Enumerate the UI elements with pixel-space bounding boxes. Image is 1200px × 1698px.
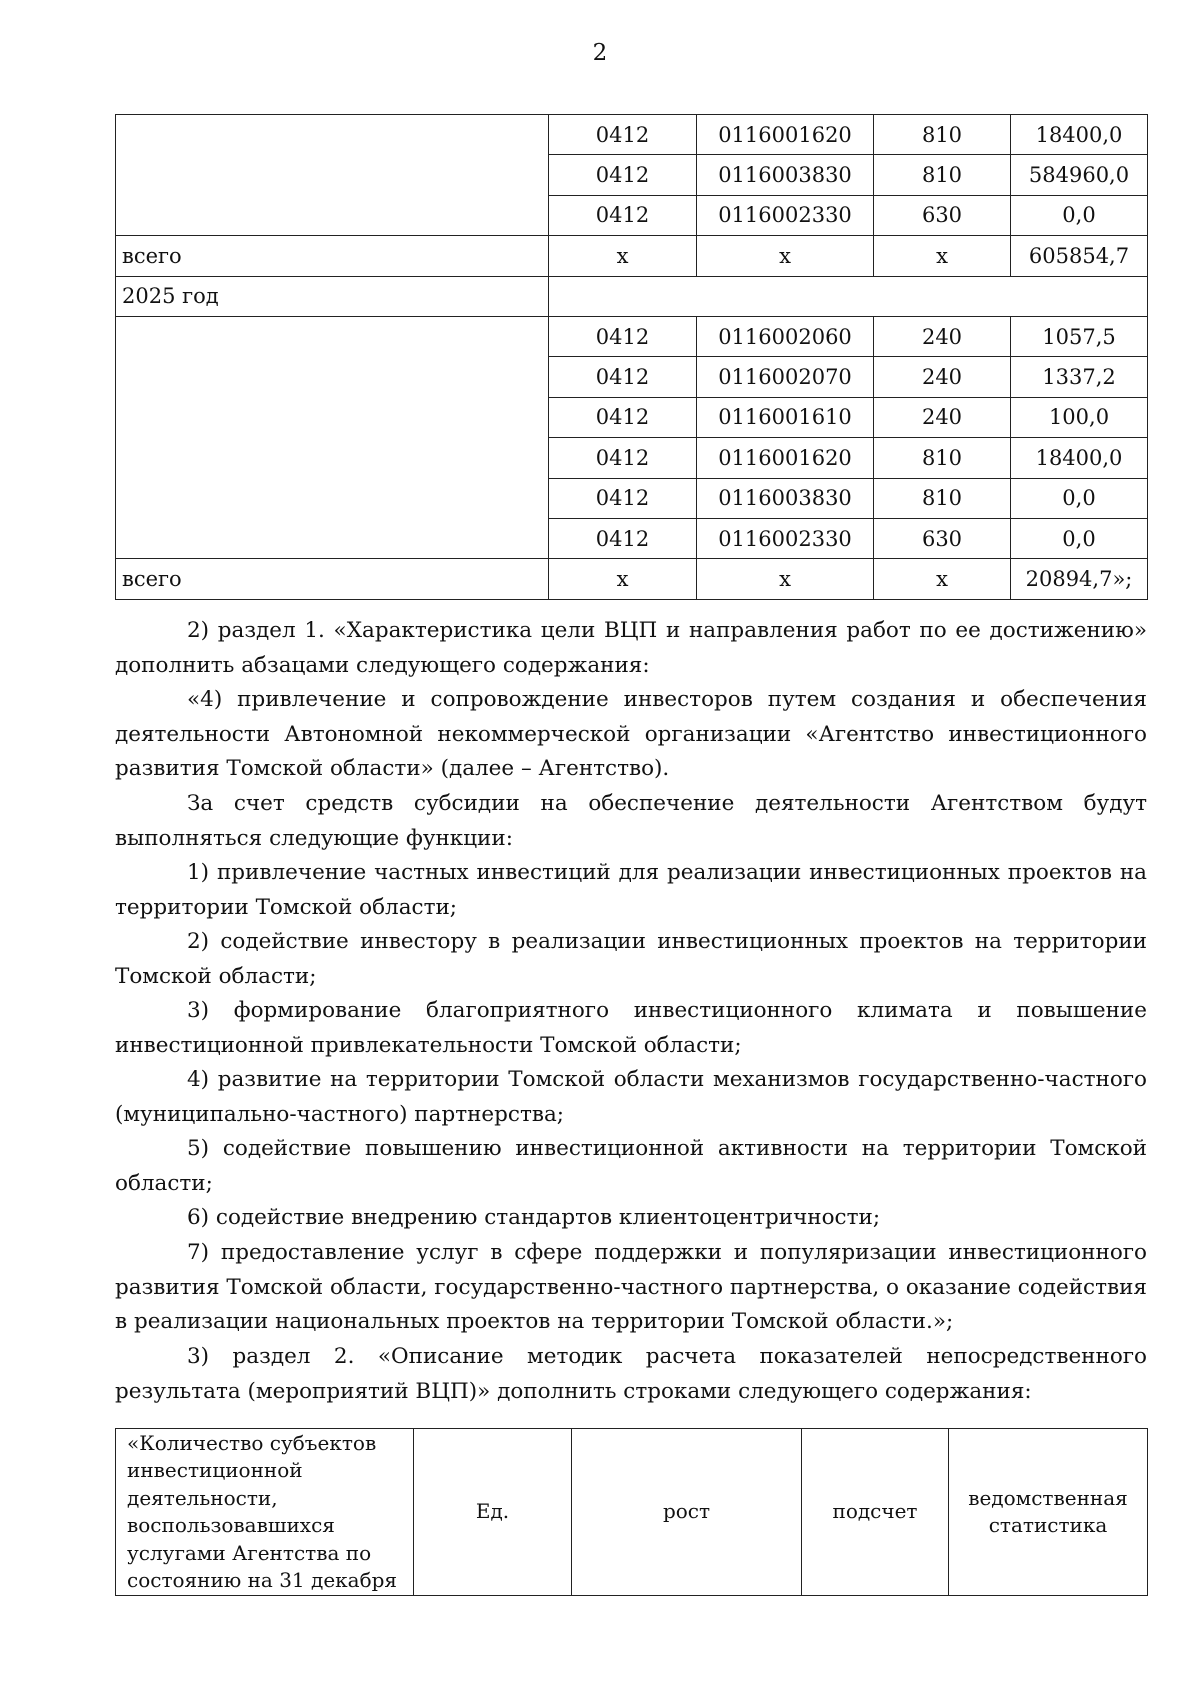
amount-cell: 1337,2 — [1011, 357, 1148, 397]
expense-type-cell: 240 — [874, 316, 1011, 356]
indicator-table — [115, 1428, 1148, 1596]
section-code-cell: 0412 — [549, 155, 697, 195]
section-code-cell: 0412 — [549, 115, 697, 155]
expense-type-cell: 240 — [874, 397, 1011, 437]
total-row — [116, 236, 1148, 276]
paragraph: 2) содействие инвестору в реализации инвестиционных проектов на территории Томской области; — [115, 929, 1147, 989]
expense-type-cell: 630 — [874, 518, 1011, 558]
table-row — [116, 115, 1148, 155]
paragraph: 6) содействие внедрению стандартов клиентоцентричности; — [187, 1205, 881, 1230]
target-code-cell: 0116002070 — [697, 357, 874, 397]
unit-cell: Ед. — [414, 1429, 572, 1596]
amount-cell: 1057,5 — [1011, 316, 1148, 356]
target-code-cell: х — [697, 236, 874, 276]
expense-type-cell: х — [874, 559, 1011, 599]
amount-cell: 100,0 — [1011, 397, 1148, 437]
section-code-cell: 0412 — [549, 195, 697, 235]
expense-type-cell: 810 — [874, 438, 1011, 478]
paragraph: 7) предоставление услуг в сфере поддержки и популяризации инвестиционного развития Томской области, государственно-частного партнерства, о оказание содействия в реализации национальных проектов на территории Томской области.»; — [115, 1240, 1147, 1334]
section-code-cell: 0412 — [549, 518, 697, 558]
amount-cell: 18400,0 — [1011, 115, 1148, 155]
section-code-cell: 0412 — [549, 316, 697, 356]
paragraph: 2) раздел 1. «Характеристика цели ВЦП и направления работ по ее достижению» дополнить абзацами следующего содержания: — [115, 618, 1147, 678]
expense-type-cell: 810 — [874, 155, 1011, 195]
source-cell: ведомственная статистика — [949, 1429, 1148, 1596]
paragraph: 1) привлечение частных инвестиций для реализации инвестиционных проектов на территории Томской области; — [115, 860, 1147, 920]
target-code-cell: 0116003830 — [697, 478, 874, 518]
amount-cell: 18400,0 — [1011, 438, 1148, 478]
amount-cell: 20894,7»; — [1011, 559, 1148, 599]
indicator-name-cell: «Количество субъектов инвестиционной деятельности, воспользовавшихся услугами Агентства по состоянию на 31 декабря — [116, 1429, 414, 1596]
year-empty-cell — [549, 276, 1148, 316]
row-label-cell — [116, 316, 549, 558]
target-code-cell: 0116001620 — [697, 438, 874, 478]
target-code-cell: 0116002330 — [697, 518, 874, 558]
amount-cell: 0,0 — [1011, 195, 1148, 235]
amount-cell: 0,0 — [1011, 518, 1148, 558]
row-label-cell — [116, 115, 549, 236]
method-cell: подсчет — [802, 1429, 949, 1596]
year-row — [116, 276, 1148, 316]
target-code-cell: х — [697, 559, 874, 599]
amount-cell: 584960,0 — [1011, 155, 1148, 195]
target-code-cell: 0116003830 — [697, 155, 874, 195]
budget-table — [115, 114, 1148, 600]
section-code-cell: 0412 — [549, 357, 697, 397]
section-code-cell: 0412 — [549, 478, 697, 518]
expense-type-cell: 240 — [874, 357, 1011, 397]
section-code-cell: 0412 — [549, 438, 697, 478]
target-code-cell: 0116001610 — [697, 397, 874, 437]
year-label-cell: 2025 год — [116, 276, 549, 316]
table-row — [116, 1429, 1148, 1596]
section-code-cell: 0412 — [549, 397, 697, 437]
total-row — [116, 559, 1148, 599]
section-code-cell: х — [549, 559, 697, 599]
table-row — [116, 316, 1148, 356]
paragraph: 5) содействие повышению инвестиционной активности на территории Томской области; — [115, 1136, 1147, 1196]
trend-cell: рост — [572, 1429, 802, 1596]
expense-type-cell: 810 — [874, 115, 1011, 155]
expense-type-cell: х — [874, 236, 1011, 276]
section-code-cell: х — [549, 236, 697, 276]
target-code-cell: 0116002330 — [697, 195, 874, 235]
target-code-cell: 0116002060 — [697, 316, 874, 356]
expense-type-cell: 630 — [874, 195, 1011, 235]
page-number: 2 — [592, 40, 608, 66]
paragraph: «4) привлечение и сопровождение инвесторов путем создания и обеспечения деятельности Автономной некоммерческой организации «Агентство инвестиционного развития Томской области» (далее – Агентство). — [115, 687, 1147, 781]
target-code-cell: 0116001620 — [697, 115, 874, 155]
total-label-cell: всего — [116, 236, 549, 276]
total-label-cell: всего — [116, 559, 549, 599]
paragraph: За счет средств субсидии на обеспечение деятельности Агентством будут выполняться следующие функции: — [115, 791, 1147, 851]
amount-cell: 0,0 — [1011, 478, 1148, 518]
paragraph: 3) формирование благоприятного инвестиционного климата и повышение инвестиционной привлекательности Томской области; — [115, 998, 1147, 1058]
amount-cell: 605854,7 — [1011, 236, 1148, 276]
paragraph: 3) раздел 2. «Описание методик расчета показателей непосредственного результата (мероприятий ВЦП)» дополнить строками следующего содержания: — [115, 1344, 1147, 1404]
expense-type-cell: 810 — [874, 478, 1011, 518]
paragraph: 4) развитие на территории Томской области механизмов государственно-частного (муниципально-частного) партнерства; — [115, 1067, 1147, 1127]
